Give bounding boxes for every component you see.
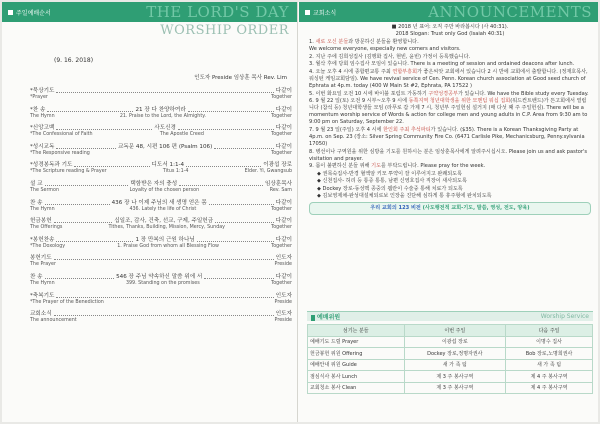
role-cell: 교회청소 봉사 Clean <box>308 382 405 394</box>
item-content-en: Tithes, Thanks, Building, Mission, Mercy, Sunday <box>108 225 226 231</box>
item-label: 찬 송 <box>30 199 43 206</box>
item-label-en: The Prayer <box>30 262 56 268</box>
worship-item <box>30 144 292 157</box>
officiant: 인도자 Preside 임상훈 목사 Rev. Lim <box>194 75 287 81</box>
worship-item <box>30 181 292 194</box>
worship-item <box>30 274 292 287</box>
this-week-cell: 제 3 주 봉사구역 <box>404 382 506 394</box>
leader-dots <box>56 297 273 298</box>
leader-dots <box>56 241 133 242</box>
item-content: 21 장 다 찬양하여라 <box>135 106 186 113</box>
item-content: 사도신경 <box>154 125 176 132</box>
worship-item-ko <box>30 88 292 95</box>
announcement-list <box>309 24 591 215</box>
item-label-en: *The Scripture reading & Prayer <box>30 169 107 175</box>
square-icon <box>311 315 315 321</box>
item-content-en: 21. Praise to the Lord, the Almighty. <box>119 113 206 119</box>
item-content-en: 436. Lately the life of Christ <box>129 206 197 212</box>
item-leader-en: Together <box>271 206 292 212</box>
right-header-bar <box>299 2 598 22</box>
item-content-en: 399. Standing on the promises <box>125 280 200 286</box>
text: 과 방문하신 분들을 환영합니다. <box>348 38 419 45</box>
item-leader-en: Rev. Sam <box>269 187 292 193</box>
role-cell: 예배기도 드릴 Prayer <box>308 336 405 348</box>
item-label-en: The Sermon <box>30 187 59 193</box>
column-header: 다음 주일 <box>506 325 593 337</box>
announcement-9 <box>309 163 591 170</box>
column-header: 섬기는 분들 <box>308 325 405 337</box>
announcement-2: 2. 지난 주에 김희성집사 (김행화 집사, 현빈, 윤빈) 가정이 등록했습니다. <box>309 53 471 60</box>
vision-title: 우리 교회의 123 비전 <box>370 205 421 212</box>
item-content: 택함받은 자의 충성 <box>130 180 178 187</box>
service-table <box>307 324 593 394</box>
text: 5. 이번 화요일 오전 10 시에 바이블 포럼트 가동하기 <box>309 90 429 97</box>
item-content: 십일조, 감사, 건축, 선교, 구제, 주일헌금 <box>114 218 214 225</box>
item-leader-en: Preside <box>274 318 292 324</box>
text: 가 좋은씨앗 교회에서 있습니다 2 시 반에 교회에서 출발합니다. (정재호목사, 워싱턴 케임교회담임). We have revival service of Cen. Penn. Korean church association at Good seed church of Ephrata at 4p.m. today (400 W Main St #2, Ephrata, PA 17522 ) <box>309 68 588 90</box>
worship-item <box>30 88 292 101</box>
item-leader: 다같이 <box>275 199 292 206</box>
next-week-cell: 이명수 집사 <box>506 336 593 348</box>
leader-dots <box>215 222 274 223</box>
column-header: 이번 주일 <box>404 325 506 337</box>
item-label-en: *The Prayer of the Benediction <box>30 299 104 305</box>
item-label: *찬 송 <box>30 106 46 113</box>
item-label: *성시교독 <box>30 143 55 150</box>
item-label-en: The Hymn <box>30 113 55 119</box>
text: 9. 몸이 불편하신 분들 위해 <box>309 163 372 170</box>
worship-item-en <box>30 188 292 194</box>
worship-item-en <box>30 95 292 101</box>
worship-item <box>30 293 292 306</box>
announcement-6 <box>309 98 591 126</box>
worship-item-ko <box>30 200 292 207</box>
table-row <box>308 371 593 383</box>
worship-item-ko <box>30 181 292 188</box>
item-label: 헌금봉헌 <box>30 218 52 225</box>
worship-item-en <box>30 132 292 138</box>
slogan-ko: ■ 2018 년 표어: 오직 주만 바라봅시다 (사 40:31). <box>391 24 509 30</box>
worship-item <box>30 162 292 175</box>
num: 1. <box>309 38 316 45</box>
announcements-page <box>299 2 598 422</box>
item-leader: 다같이 <box>275 218 292 225</box>
item-label-en: The announcement <box>30 318 77 324</box>
announcement-3: 3. 월삭 후에 당회 임수집사 모임이 있습니다. There is a meeting of session and ordained deacons after lunch. <box>309 61 575 68</box>
item-content-en: The Apostle Creed <box>159 132 204 138</box>
announcement-4 <box>309 69 591 90</box>
leader-dots <box>56 148 116 149</box>
item-leader: 다같이 <box>275 125 293 132</box>
leader-dots <box>74 166 149 167</box>
item-label: *신앙고백 <box>30 125 55 132</box>
worship-item-en <box>30 225 292 231</box>
item-content: 546 장 주님 약속하신 말씀 위에 서 <box>116 273 203 280</box>
item-leader: 인도자 <box>275 255 292 262</box>
bulletin-spread <box>2 2 598 422</box>
highlight: 구약성경공부 <box>428 90 458 97</box>
item-leader: 다같이 <box>275 143 292 150</box>
item-leader-en: Together <box>271 280 292 286</box>
worship-item-en <box>30 318 292 324</box>
item-leader-en: Together <box>271 243 292 249</box>
leader-dots <box>56 92 273 93</box>
item-leader-en: Elder. Yi, Gwangsub <box>244 169 292 175</box>
leader-dots <box>54 259 274 260</box>
next-week-cell: Bob 장로,노명희권사 <box>506 348 593 360</box>
text: 6. 9 월 22 일(토) 오전 9 시부~오후 9 시에 <box>309 98 409 105</box>
worship-item <box>30 107 292 120</box>
worship-item-en <box>30 262 292 268</box>
item-content: 436 장 나 이제 주님의 새 생명 얻은 몸 <box>111 199 207 206</box>
announcement-1 <box>309 39 591 46</box>
worship-item <box>30 218 292 231</box>
item-leader: 인도자 <box>275 311 292 318</box>
item-leader: 다같이 <box>275 236 293 243</box>
worship-item-en <box>30 281 292 287</box>
item-leader-en: Preside <box>274 299 292 305</box>
prayer-request: ◆ 김보영제채-완성대설체되로보 인장을 진단해 심하게 통 휴주형에 완치되도록 <box>317 193 492 200</box>
next-week-cell: 제 4 주 봉사구역 <box>506 371 593 383</box>
section-tag <box>305 8 336 17</box>
worship-order-page <box>2 2 298 422</box>
prayer-request: ◆ Dockey 장로-동성맥 종중의 웹란이 수술중 통해 치료가 되도록 <box>317 185 463 192</box>
square-icon <box>305 10 310 15</box>
table-row <box>308 348 593 360</box>
this-week-cell: Dockey 장로,정명자권사 <box>404 348 506 360</box>
text: 7. 9 월 23 일(주일) 오후 4 시에 <box>309 126 384 133</box>
item-label: *봉헌찬송 <box>30 236 55 243</box>
text: 4. 오늘 오후 4 시에 종합편교통 주최 <box>309 68 393 75</box>
this-week-cell: 새 가 족 팀 <box>404 359 506 371</box>
service-title-en: Worship Service <box>540 313 589 320</box>
announcement-8: 8. 병선이나 구역원을 위한 심방을 기도를 원하시는 분은 임상훈목사에게 알려주시십시오. Please join us and ask pastor's visitation and prayer. <box>309 148 588 162</box>
worship-order-list <box>30 88 292 330</box>
slogan-en: 2018 Slogan: Trust only God (Isaiah 40:31) <box>395 31 505 38</box>
worship-item-en <box>30 114 292 120</box>
leader-dots <box>45 204 110 205</box>
worship-item-ko <box>30 144 292 151</box>
worship-item-ko <box>30 237 292 244</box>
worship-date: (9. 16. 2018) <box>54 57 94 64</box>
page-subtitle: WORSHIP ORDER <box>160 23 289 38</box>
item-label-en: *The Doxology <box>30 243 66 249</box>
worship-item-en <box>30 207 292 213</box>
leader-dots <box>188 111 274 112</box>
highlight: 새로 오신 분들 <box>315 38 349 45</box>
page-title: ANNOUNCEMENTS <box>428 3 592 21</box>
leader-dots <box>45 185 129 186</box>
leader-dots <box>204 278 274 279</box>
service-title <box>311 312 340 321</box>
table-row <box>308 359 593 371</box>
item-content: 교독문 48, 시편 106 편 (Psalm 106) <box>117 143 213 150</box>
item-content-en: Loyalty of the chosen person <box>129 187 200 193</box>
item-leader-en: Together <box>271 225 292 231</box>
service-table-header <box>308 325 593 337</box>
vision-body: (사도행전적 교회-기도, 말씀, 영성, 전도, 양육) <box>422 205 530 212</box>
this-week-cell: 제 3 주 봉사구역 <box>404 371 506 383</box>
service-title-text: 예배위원 <box>317 314 341 321</box>
item-leader: 다같이 <box>275 273 293 280</box>
item-content-en: Titus 1:1-4 <box>162 169 189 175</box>
left-header-bar <box>2 2 297 22</box>
role-cell: 예배안내 위원 Guide <box>308 359 405 371</box>
item-leader: 인도자 <box>275 292 292 299</box>
item-leader-en: Together <box>271 113 292 119</box>
worship-item <box>30 311 292 324</box>
worship-item-en <box>30 151 292 157</box>
item-label: 교회소식 <box>30 311 52 318</box>
this-week-cell: 이광섭 장로 <box>404 336 506 348</box>
prayer-request: ◆ 권목숙집사-반경 혈액암 키모 투약이 잘 이루어지고 완쾌되도록 <box>317 170 463 177</box>
announcement-5 <box>309 91 591 98</box>
item-leader: 이광섭 장로 <box>263 162 292 169</box>
item-leader-en: Together <box>271 150 292 156</box>
text: 가 있습니다. We have the Bible study every Tuesday. <box>457 90 589 97</box>
leader-dots <box>179 185 263 186</box>
highlight: 기도 <box>371 163 382 170</box>
leader-dots <box>54 222 113 223</box>
worship-item <box>30 200 292 213</box>
section-tag-label: 주일예배순서 <box>16 9 51 17</box>
item-leader: 다같이 <box>275 106 293 113</box>
item-label-en: *The Responsive reading <box>30 150 90 156</box>
item-content: 디도서 1:1-4 <box>151 162 185 169</box>
slogan-ko-text: 2018 년 표어: 오직 주만 바라봅시다 (사 40:31). <box>398 24 509 30</box>
highlight: 한인회 주최 추석파티 <box>383 126 431 133</box>
item-label: *묵상기도 <box>30 88 55 94</box>
section-tag-label: 교회소식 <box>313 9 337 17</box>
item-label: 봉헌기도 <box>30 255 52 262</box>
prayer-request: ◆ 신천집사- 허리 등 통증 통통, 남편 신영호집사 직장이 새사되도록 <box>317 178 467 185</box>
highlight: 동쪽지역 청년대학생을 위한 모멘텀 워십 집회 <box>408 98 511 105</box>
item-label-en: The Hymn <box>30 280 55 286</box>
table-row <box>308 336 593 348</box>
worship-item-en <box>30 300 292 306</box>
next-week-cell: 새 가 족 팀 <box>506 359 593 371</box>
item-label: *축복기도 <box>30 292 55 299</box>
item-leader-en: Together <box>271 132 292 138</box>
role-cell: 점심식사 봉사 Lunch <box>308 371 405 383</box>
text: 가 있습니다. ($35). There is a Korean Thanksgiving Party at 4p.m. on Sep. 23 (장소: Silver Spring Community Fire Co. (6471 Carlisle Pike, Mechanicsburg, Penny.sylvania 17050) <box>309 126 585 148</box>
worship-item-ko <box>30 274 292 281</box>
leader-dots <box>56 129 152 130</box>
item-label: 설 교 <box>30 180 43 187</box>
worship-item <box>30 125 292 138</box>
worship-item <box>30 255 292 268</box>
item-label-en: The Hymn <box>30 206 55 212</box>
worship-item <box>30 237 292 250</box>
text: (워드컨트밴드)가 뜬고회에서 열립니다 (참석 등) 청년대학생들 모임 (라푸로 갑 가제 7 시, 청년부 주일헌심 설거지 (매 다섯 째 주 주일헌심). There will be a momentum worship service of Words & action for college men and young adults in C.P. Area from 9:30 am to 9:00 pm on Saturday, September 22. <box>309 98 588 126</box>
leader-dots <box>209 204 274 205</box>
item-leader: 다같이 <box>275 88 292 94</box>
worship-item-en <box>30 244 292 250</box>
text: 를 부탁드립니다. Please pray for the week. <box>381 163 486 170</box>
role-cell: 헌금봉헌 위원 Offering <box>308 348 405 360</box>
vision-text <box>315 205 585 212</box>
leader-dots <box>45 278 115 279</box>
worship-item-en <box>30 169 292 175</box>
service-committee <box>307 311 593 394</box>
square-icon <box>8 10 13 15</box>
item-label-en: *Prayer <box>30 95 48 100</box>
item-content: 1 장 만복의 근원 하나님 <box>135 236 195 243</box>
leader-dots <box>54 315 274 316</box>
item-leader-en: Together <box>271 95 292 100</box>
leader-dots <box>197 241 274 242</box>
item-content-en: 1. Praise God from whom all Blessing Flow <box>117 243 219 249</box>
announcement-1-en: We welcome everyone, especially new comers and visitors. <box>309 46 461 53</box>
service-header <box>307 311 593 321</box>
highlight: 연합부흥회 <box>392 68 418 75</box>
table-row <box>308 382 593 394</box>
leader-dots <box>186 166 261 167</box>
worship-item-ko <box>30 255 292 262</box>
page-title: THE LORD'S DAY <box>146 3 289 21</box>
next-week-cell: 제 4 주 봉사구역 <box>506 382 593 394</box>
item-leader-en: Preside <box>274 262 292 268</box>
leader-dots <box>47 111 133 112</box>
worship-item-ko <box>30 293 292 300</box>
item-label: 찬 송 <box>30 273 43 280</box>
leader-dots <box>178 129 274 130</box>
leader-dots <box>214 148 274 149</box>
item-label-en: *The Confessional of Faith <box>30 132 93 138</box>
section-tag <box>8 8 51 17</box>
worship-item-ko <box>30 107 292 114</box>
announcement-7 <box>309 127 591 148</box>
vision-box <box>309 202 591 215</box>
item-label-en: The Offerings <box>30 225 63 231</box>
item-label: *성경봉독과 기도 <box>30 162 73 169</box>
item-leader: 임상훈목사 <box>264 180 293 187</box>
